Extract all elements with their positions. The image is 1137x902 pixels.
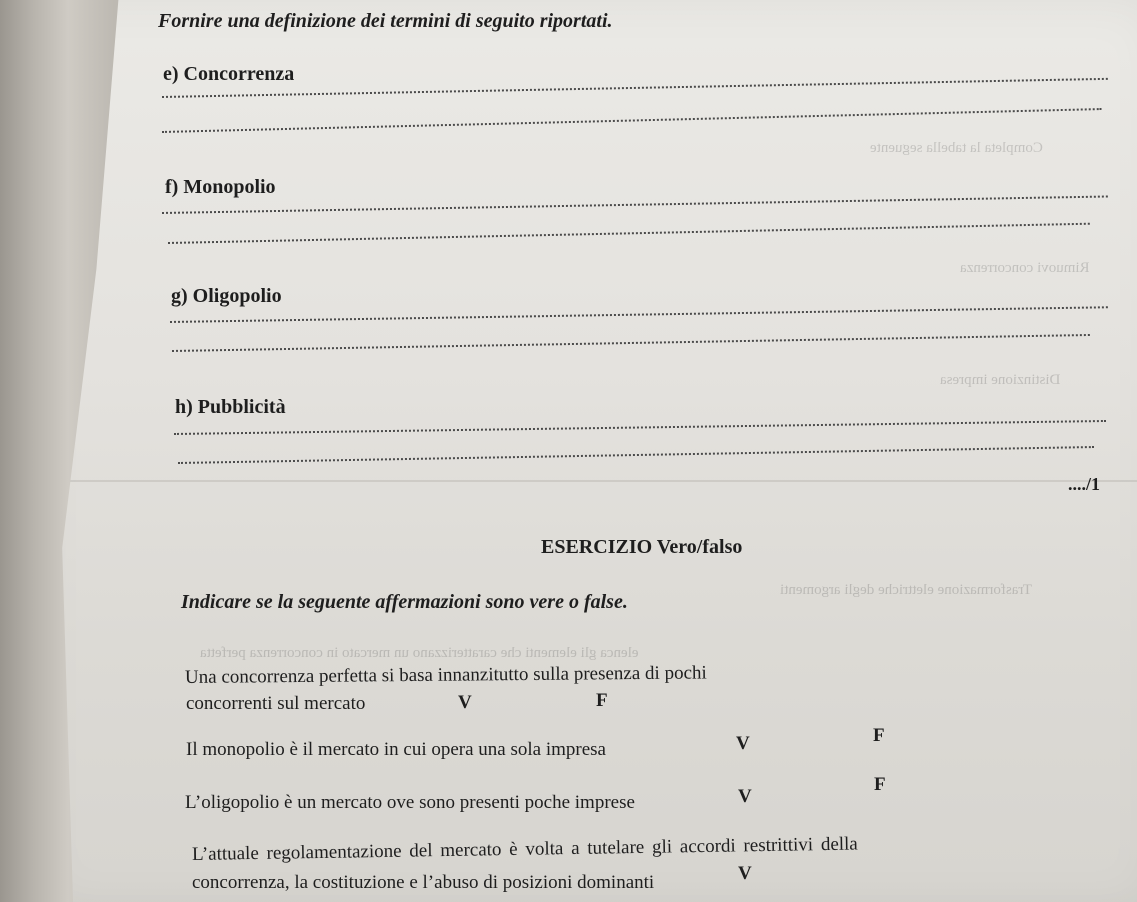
statement-4-text: L’attuale regolamentazione del mercato è volta a tutelare gli accordi restrittivi della <box>191 833 858 865</box>
statement-3-false-option[interactable]: F <box>874 774 886 795</box>
term-oligopolio: g) Oligopolio <box>171 285 282 307</box>
paper-fold <box>28 480 1137 482</box>
worksheet-paper <box>28 0 1137 902</box>
statement-4-text: concorrenza, la costituzione e l’abuso di posizioni dominanti <box>192 872 655 893</box>
statement-3-text: L’oligopolio è un mercato ove sono presenti poche imprese <box>185 792 635 813</box>
term-monopolio: f) Monopolio <box>165 176 276 198</box>
bleed-through-text: Rimuovi concorrenza <box>960 260 1090 276</box>
term-concorrenza: e) Concorrenza <box>163 63 295 85</box>
statement-3-true-option[interactable]: V <box>738 786 752 807</box>
instruction-text: Fornire una definizione dei termini di seguito riportati. <box>158 10 613 32</box>
statement-2-false-option[interactable]: F <box>873 725 885 746</box>
statement-4-true-option[interactable]: V <box>738 863 752 884</box>
term-pubblicita: h) Pubblicità <box>175 396 286 418</box>
statement-1-false-option[interactable]: F <box>596 690 608 711</box>
bleed-through-text: elenca gli elementi che caratterizzano un mercato in concorrenza perfetta <box>200 645 639 661</box>
exercise-instruction: Indicare se la seguente affermazioni sono vere o false. <box>181 591 628 613</box>
statement-2-true-option[interactable]: V <box>736 733 750 754</box>
bleed-through-text: Completa la tabella seguente <box>870 140 1043 156</box>
score-field: ..../1 <box>1068 474 1101 494</box>
statement-1-text: concorrenti sul mercato <box>186 693 366 714</box>
bleed-through-text: Trasformazione elettriche degli argomenti <box>780 582 1033 598</box>
statement-2-text: Il monopolio è il mercato in cui opera una sola impresa <box>186 739 606 760</box>
statement-1-text: Una concorrenza perfetta si basa innanzitutto sulla presenza di pochi <box>184 662 707 688</box>
exercise-title: ESERCIZIO Vero/falso <box>541 536 743 558</box>
statement-1-true-option[interactable]: V <box>458 692 472 713</box>
bleed-through-text: Distinzione impresa <box>940 372 1061 388</box>
